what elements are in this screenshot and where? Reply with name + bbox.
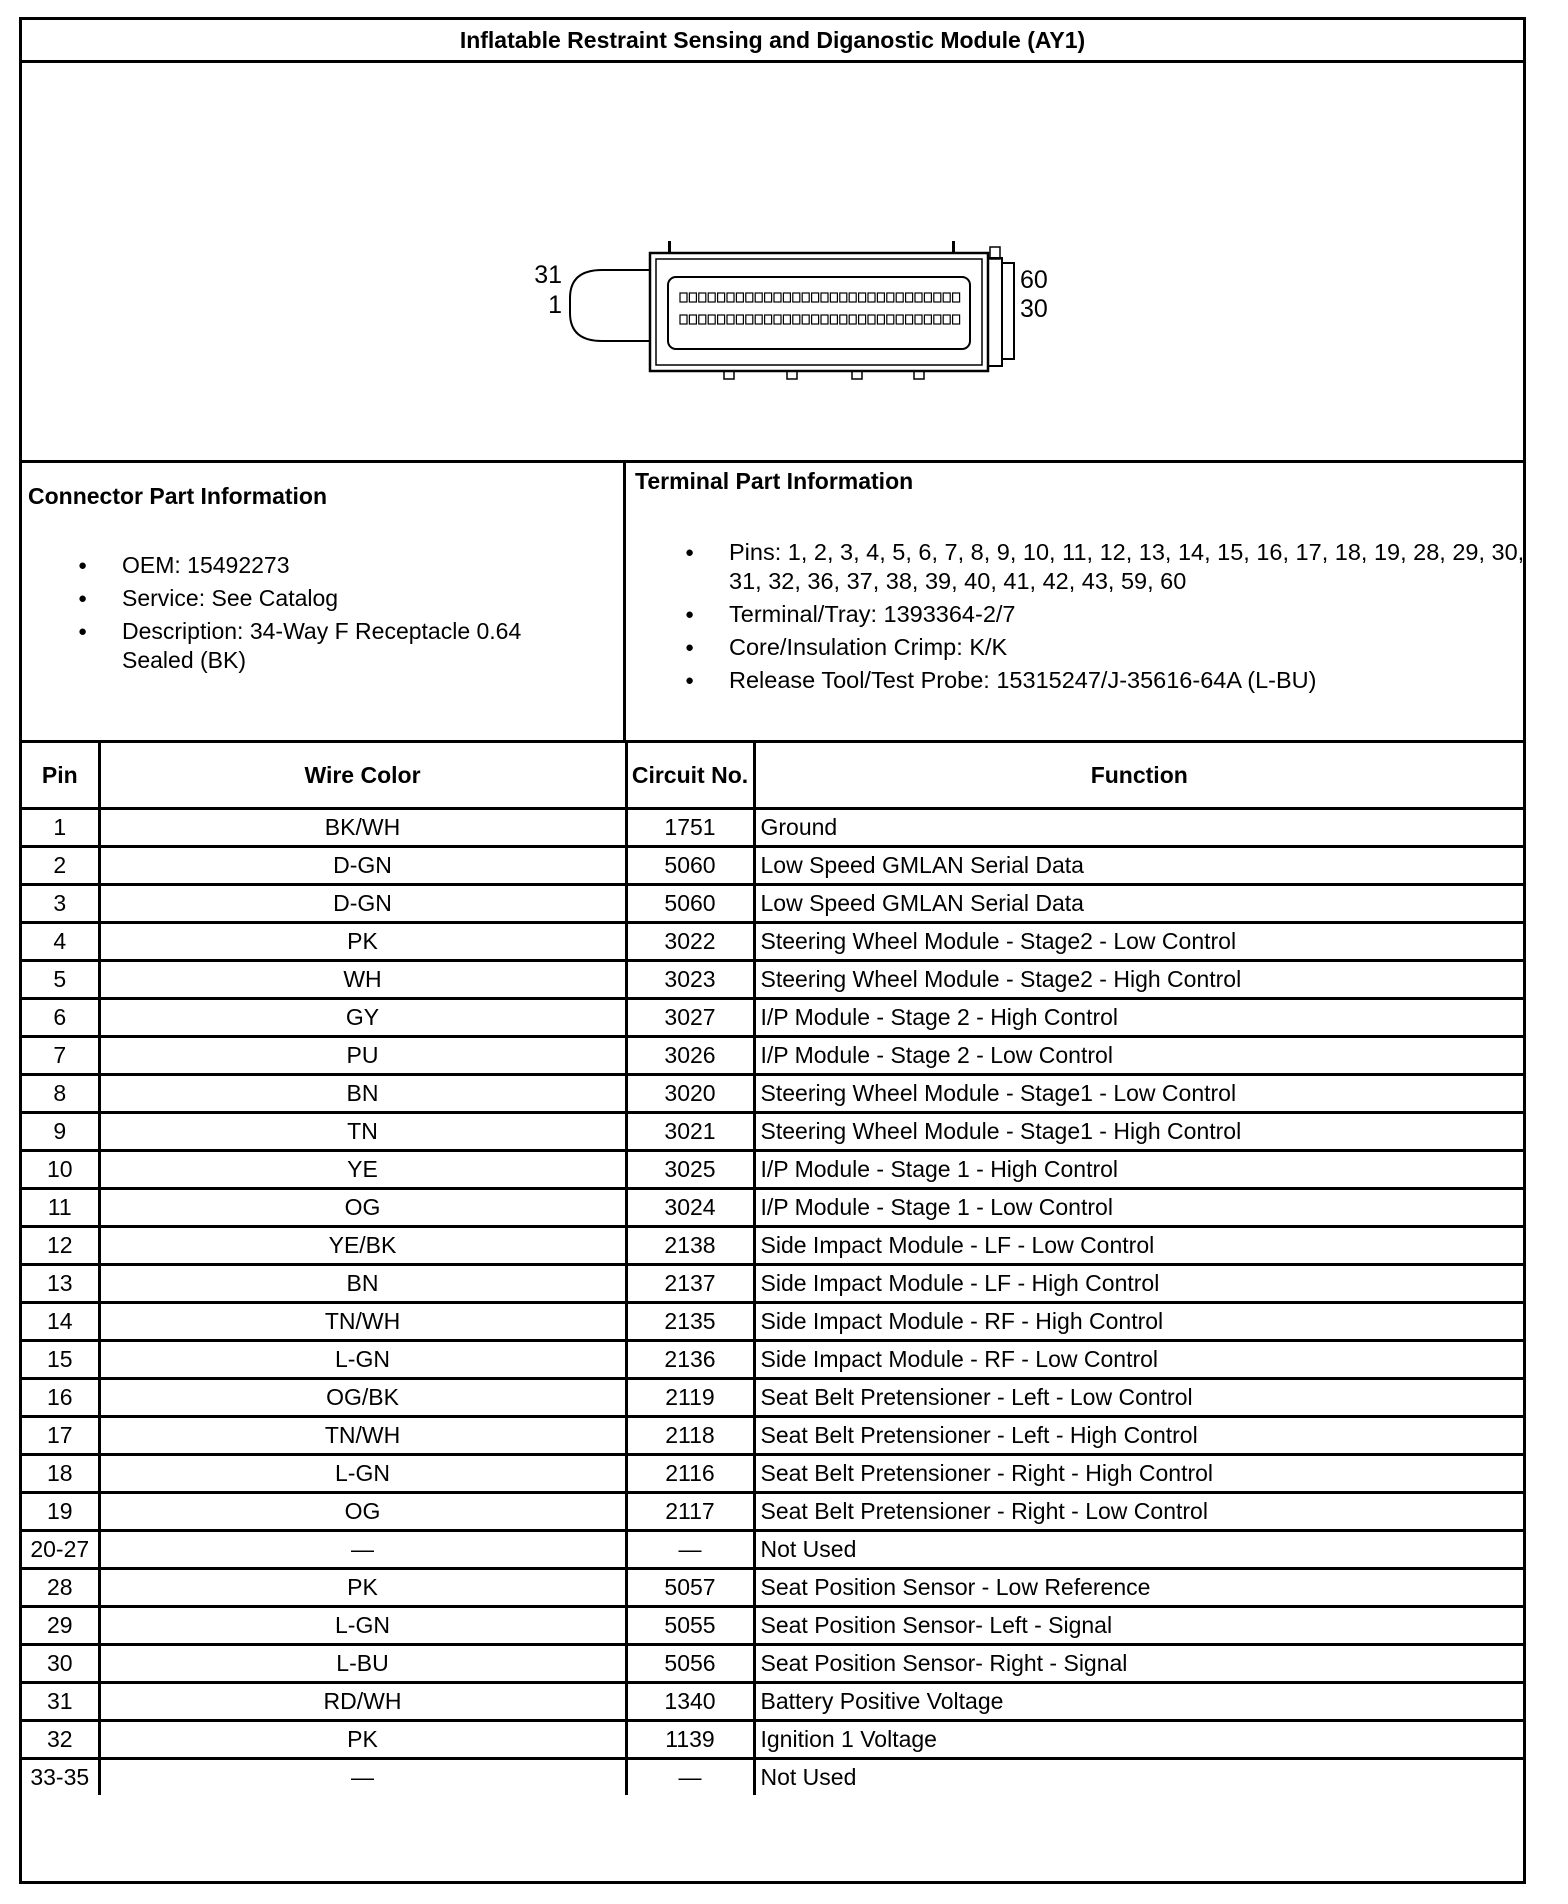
wire-color-cell: RD/WH (99, 1683, 626, 1721)
function-cell: Ignition 1 Voltage (754, 1721, 1523, 1759)
list-item: ● Terminal/Tray: 1393364-2/7 (685, 600, 1525, 629)
pin-label-60: 60 (1020, 266, 1048, 294)
pin-cell: 9 (22, 1113, 99, 1151)
circuit-cell: 5057 (626, 1569, 754, 1607)
pin-cell: 12 (22, 1227, 99, 1265)
pin-cell: 30 (22, 1645, 99, 1683)
circuit-cell: 3024 (626, 1189, 754, 1227)
pin-cell: 20-27 (22, 1531, 99, 1569)
function-cell: Not Used (754, 1759, 1523, 1796)
circuit-cell: — (626, 1531, 754, 1569)
wire-color-cell: BN (99, 1265, 626, 1303)
pin-cell: 28 (22, 1569, 99, 1607)
terminal-part-info (629, 463, 1523, 740)
table-row (22, 1683, 1523, 1721)
circuit-cell: 5060 (626, 847, 754, 885)
function-cell: Steering Wheel Module - Stage1 - High Control (754, 1113, 1523, 1151)
pin-label-30: 30 (1020, 295, 1048, 323)
wire-color-cell: — (99, 1759, 626, 1796)
table-row (22, 1721, 1523, 1759)
pin-cell: 16 (22, 1379, 99, 1417)
circuit-cell: 3026 (626, 1037, 754, 1075)
column-header-wire-color: Wire Color (99, 742, 626, 809)
table-row (22, 1455, 1523, 1493)
connector-info-heading: Connector Part Information (28, 483, 328, 509)
wire-color-cell: TN/WH (99, 1303, 626, 1341)
connector-figure-area (22, 63, 1523, 463)
table-row (22, 961, 1523, 999)
circuit-cell: 3023 (626, 961, 754, 999)
function-cell: Low Speed GMLAN Serial Data (754, 847, 1523, 885)
pin-cell: 8 (22, 1075, 99, 1113)
wire-color-cell: WH (99, 961, 626, 999)
pinout-table (22, 740, 1523, 1795)
table-row (22, 1759, 1523, 1796)
column-header-function: Function (754, 742, 1523, 809)
function-cell: Steering Wheel Module - Stage2 - Low Control (754, 923, 1523, 961)
table-row (22, 885, 1523, 923)
list-item: ● Release Tool/Test Probe: 15315247/J-35616-64A (L-BU) (685, 666, 1525, 695)
wire-color-cell: YE/BK (99, 1227, 626, 1265)
table-row (22, 1531, 1523, 1569)
table-row (22, 1645, 1523, 1683)
function-cell: Seat Position Sensor - Low Reference (754, 1569, 1523, 1607)
pin-cell: 19 (22, 1493, 99, 1531)
column-header-pin: Pin (22, 742, 99, 809)
list-item: ● OEM: 15492273 (78, 551, 568, 580)
pin-cell: 2 (22, 847, 99, 885)
wire-color-cell: BN (99, 1075, 626, 1113)
pin-cell: 3 (22, 885, 99, 923)
wire-color-cell: BK/WH (99, 809, 626, 847)
pin-cell: 6 (22, 999, 99, 1037)
circuit-cell: 2119 (626, 1379, 754, 1417)
circuit-cell: 2117 (626, 1493, 754, 1531)
table-row (22, 1379, 1523, 1417)
circuit-cell: 3027 (626, 999, 754, 1037)
list-item: ● Pins: 1, 2, 3, 4, 5, 6, 7, 8, 9, 10, 11, 12, 13, 14, 15, 16, 17, 18, 19, 28, 29, 30, 31, 32, 36, 37, 38, 39, 40, 41, 42, 43, 59, 60 (685, 538, 1525, 596)
page-title: Inflatable Restraint Sensing and Diganostic Module (AY1) (22, 20, 1523, 63)
connector-info-list (78, 551, 568, 679)
wire-color-cell: L-GN (99, 1341, 626, 1379)
wire-color-cell: OG (99, 1189, 626, 1227)
pin-cell: 18 (22, 1455, 99, 1493)
wire-color-cell: L-BU (99, 1645, 626, 1683)
table-row (22, 1607, 1523, 1645)
pin-cell: 13 (22, 1265, 99, 1303)
circuit-cell: 2137 (626, 1265, 754, 1303)
circuit-cell: 3022 (626, 923, 754, 961)
pin-label-31: 31 (534, 261, 562, 289)
circuit-cell: 2136 (626, 1341, 754, 1379)
circuit-cell: 2135 (626, 1303, 754, 1341)
list-item: ● Service: See Catalog (78, 584, 568, 613)
wire-color-cell: TN/WH (99, 1417, 626, 1455)
connector-part-info (22, 463, 626, 740)
function-cell: Ground (754, 809, 1523, 847)
function-cell: Seat Belt Pretensioner - Right - High Control (754, 1455, 1523, 1493)
pin-cell: 29 (22, 1607, 99, 1645)
circuit-cell: 1340 (626, 1683, 754, 1721)
function-cell: Low Speed GMLAN Serial Data (754, 885, 1523, 923)
circuit-cell: 2116 (626, 1455, 754, 1493)
wire-color-cell: L-GN (99, 1455, 626, 1493)
pin-cell: 17 (22, 1417, 99, 1455)
function-cell: Seat Belt Pretensioner - Left - Low Control (754, 1379, 1523, 1417)
connector-drawing (522, 233, 1082, 393)
pin-cell: 32 (22, 1721, 99, 1759)
pin-label-1: 1 (548, 291, 562, 319)
table-row (22, 923, 1523, 961)
function-cell: Seat Position Sensor- Right - Signal (754, 1645, 1523, 1683)
table-row (22, 1493, 1523, 1531)
function-cell: Side Impact Module - LF - Low Control (754, 1227, 1523, 1265)
function-cell: Not Used (754, 1531, 1523, 1569)
function-cell: Battery Positive Voltage (754, 1683, 1523, 1721)
circuit-cell: 3025 (626, 1151, 754, 1189)
pin-cell: 5 (22, 961, 99, 999)
column-header-circuit-no: Circuit No. (626, 742, 754, 809)
wire-color-cell: D-GN (99, 885, 626, 923)
pin-cell: 31 (22, 1683, 99, 1721)
connector-hood (570, 270, 650, 341)
function-cell: Side Impact Module - RF - High Control (754, 1303, 1523, 1341)
function-cell: Seat Belt Pretensioner - Left - High Control (754, 1417, 1523, 1455)
pin-cell: 15 (22, 1341, 99, 1379)
table-row (22, 1037, 1523, 1075)
wire-color-cell: OG/BK (99, 1379, 626, 1417)
list-item: ● Description: 34-Way F Receptacle 0.64 Sealed (BK) (78, 617, 568, 675)
circuit-cell: 3020 (626, 1075, 754, 1113)
wire-color-cell: — (99, 1531, 626, 1569)
terminal-info-list (685, 538, 1525, 699)
pin-cell: 4 (22, 923, 99, 961)
wire-color-cell: L-GN (99, 1607, 626, 1645)
wire-color-cell: PU (99, 1037, 626, 1075)
function-cell: Seat Position Sensor- Left - Signal (754, 1607, 1523, 1645)
wire-color-cell: PK (99, 923, 626, 961)
wire-color-cell: D-GN (99, 847, 626, 885)
pin-cell: 7 (22, 1037, 99, 1075)
table-row (22, 1265, 1523, 1303)
function-cell: I/P Module - Stage 2 - Low Control (754, 1037, 1523, 1075)
wire-color-cell: PK (99, 1721, 626, 1759)
pinout-sheet (19, 17, 1526, 1884)
terminal-info-heading: Terminal Part Information (635, 468, 914, 494)
function-cell: Side Impact Module - LF - High Control (754, 1265, 1523, 1303)
circuit-cell: 3021 (626, 1113, 754, 1151)
function-cell: I/P Module - Stage 1 - Low Control (754, 1189, 1523, 1227)
table-header-row (22, 742, 1523, 809)
table-row (22, 1303, 1523, 1341)
table-row (22, 1151, 1523, 1189)
list-item: ● Core/Insulation Crimp: K/K (685, 633, 1525, 662)
circuit-cell: 5055 (626, 1607, 754, 1645)
pin-cell: 11 (22, 1189, 99, 1227)
circuit-cell: 1139 (626, 1721, 754, 1759)
table-row (22, 1569, 1523, 1607)
table-row (22, 1417, 1523, 1455)
latch-icon (988, 258, 1002, 366)
wire-color-cell: TN (99, 1113, 626, 1151)
table-row (22, 1075, 1523, 1113)
table-row (22, 809, 1523, 847)
circuit-cell: 2118 (626, 1417, 754, 1455)
circuit-cell: 5060 (626, 885, 754, 923)
circuit-cell: — (626, 1759, 754, 1796)
wire-color-cell: PK (99, 1569, 626, 1607)
table-row (22, 847, 1523, 885)
table-row (22, 999, 1523, 1037)
pin-cell: 1 (22, 809, 99, 847)
function-cell: I/P Module - Stage 2 - High Control (754, 999, 1523, 1037)
table-row (22, 1189, 1523, 1227)
circuit-cell: 1751 (626, 809, 754, 847)
circuit-cell: 5056 (626, 1645, 754, 1683)
wire-color-cell: GY (99, 999, 626, 1037)
table-row (22, 1113, 1523, 1151)
function-cell: I/P Module - Stage 1 - High Control (754, 1151, 1523, 1189)
pin-cell: 33-35 (22, 1759, 99, 1796)
function-cell: Steering Wheel Module - Stage2 - High Control (754, 961, 1523, 999)
connector-body (650, 253, 988, 371)
function-cell: Seat Belt Pretensioner - Right - Low Control (754, 1493, 1523, 1531)
wire-color-cell: YE (99, 1151, 626, 1189)
pin-cell: 14 (22, 1303, 99, 1341)
table-row (22, 1227, 1523, 1265)
pin-cell: 10 (22, 1151, 99, 1189)
function-cell: Side Impact Module - RF - Low Control (754, 1341, 1523, 1379)
wire-color-cell: OG (99, 1493, 626, 1531)
circuit-cell: 2138 (626, 1227, 754, 1265)
table-row (22, 1341, 1523, 1379)
function-cell: Steering Wheel Module - Stage1 - Low Control (754, 1075, 1523, 1113)
